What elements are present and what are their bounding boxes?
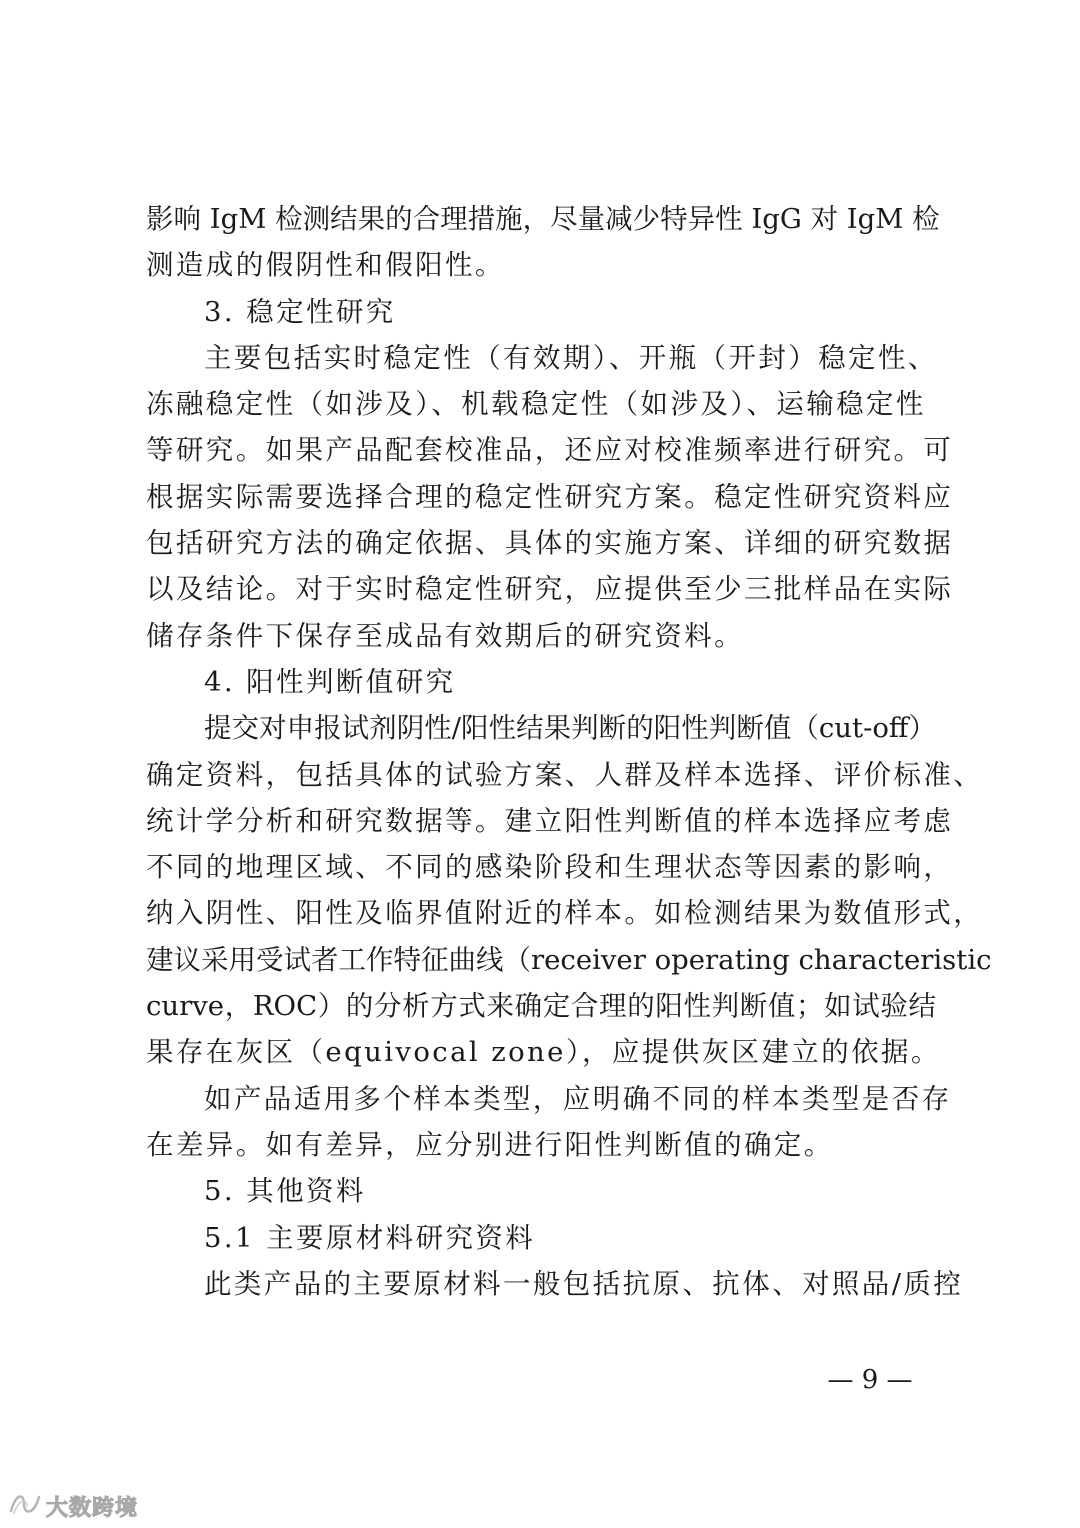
page-number: — 9 — xyxy=(827,1365,913,1395)
body-text-line: 在差异。如有差异，应分别进行阳性判断值的确定。 xyxy=(146,1128,834,1161)
body-text-line: 确定资料，包括具体的试验方案、人群及样本选择、评价标准、 xyxy=(146,758,984,791)
body-text-line: 包括研究方法的确定依据、具体的实施方案、详细的研究数据 xyxy=(146,527,954,560)
body-text-line: 纳入阴性、阳性及临界值附近的样本。如检测结果为数值形式， xyxy=(146,897,984,930)
body-text-line: 以及结论。对于实时稳定性研究，应提供至少三批样品在实际 xyxy=(146,573,954,606)
body-text-line: curve，ROC）的分析方式来确定合理的阳性判断值；如试验结 xyxy=(146,990,936,1023)
body-text-line: 储存条件下保存至成品有效期后的研究资料。 xyxy=(146,619,744,652)
document-body xyxy=(146,196,992,1307)
body-text-line: 冻融稳定性（如涉及）、机载稳定性（如涉及）、运输稳定性 xyxy=(146,388,926,421)
body-text-line: 主要包括实时稳定性（有效期）、开瓶（开封）稳定性、 xyxy=(204,341,938,374)
watermark xyxy=(8,1490,138,1522)
body-text-line: 等研究。如果产品配套校准品，还应对校准频率进行研究。可 xyxy=(146,434,954,467)
watermark-text: 大数跨境 xyxy=(46,1495,139,1521)
subsection-heading: 5.1 主要原材料研究资料 xyxy=(204,1221,536,1254)
ribbon-logo-icon xyxy=(8,1491,42,1521)
section-heading: 3. 稳定性研究 xyxy=(204,295,396,328)
body-text-line: 建议采用受试者工作特征曲线（receiver operating characteristic xyxy=(146,943,992,976)
body-text-line: 测造成的假阴性和假阳性。 xyxy=(146,249,505,282)
section-heading: 4. 阳性判断值研究 xyxy=(204,665,456,698)
body-text-line: 不同的地理区域、不同的感染阶段和生理状态等因素的影响， xyxy=(146,851,954,884)
section-heading: 5. 其他资料 xyxy=(204,1175,366,1208)
body-text-line: 此类产品的主要原材料一般包括抗原、抗体、对照品/质控 xyxy=(204,1267,964,1300)
body-text-line: 如产品适用多个样本类型，应明确不同的样本类型是否存 xyxy=(204,1082,952,1115)
body-text-line: 影响 IgM 检测结果的合理措施，尽量减少特异性 IgG 对 IgM 检 xyxy=(146,203,940,235)
body-text-line: 根据实际需要选择合理的稳定性研究方案。稳定性研究资料应 xyxy=(146,480,954,513)
body-text-line: 统计学分析和研究数据等。建立阳性判断值的样本选择应考虑 xyxy=(146,804,954,837)
body-text-line: 果存在灰区（equivocal zone），应提供灰区建立的依据。 xyxy=(146,1036,941,1069)
body-text-line: 提交对申报试剂阴性/阳性结果判断的阳性判断值（cut-off） xyxy=(204,712,936,745)
